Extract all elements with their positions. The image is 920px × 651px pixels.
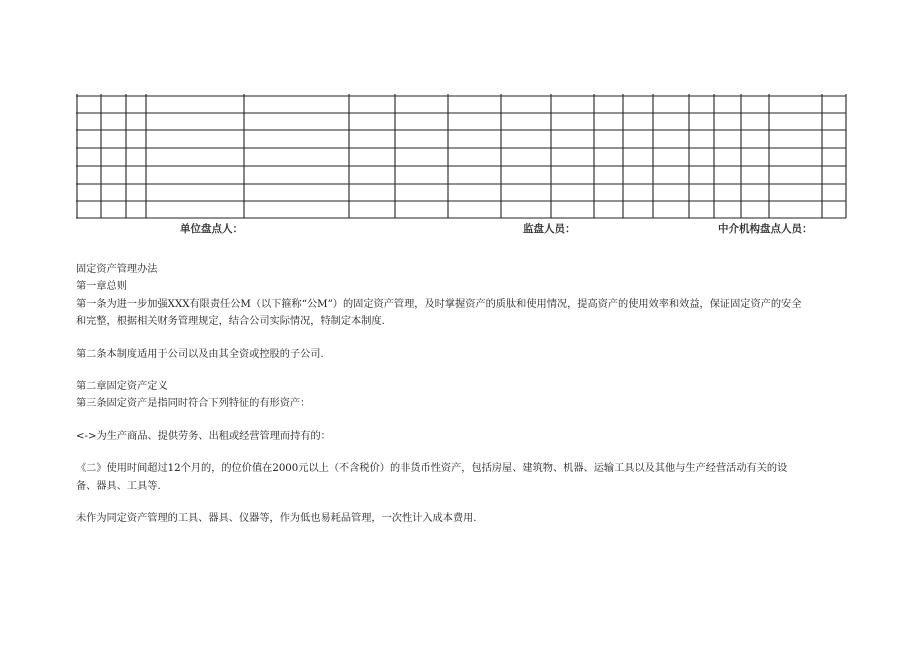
note-paragraph: 未作为同定资产管理的工具、器具、仪器等，作为低也易耗品管理，一次性计入成本费用. — [76, 513, 477, 525]
inventory-table-grid — [76, 94, 848, 220]
document-body — [76, 261, 866, 527]
article-2: 第二条本制度适用于公司以及由其全资或控股的子公司. — [76, 348, 324, 360]
item-1: <->为生产商品、提供劳务、出租或经营管理而持有的： — [76, 430, 331, 442]
article-3: 第三条固定资产是指同时符合下列特征的有形资产： — [76, 398, 311, 410]
document-title: 固定资产管理办法 — [76, 264, 158, 275]
table-lines — [76, 94, 848, 220]
item-2-line-2: 备、器具、工具等. — [76, 480, 161, 492]
article-1-line-1: 第一条为进一步加强XXX有限责任公M（以下箍称“公M”）的固定资产管理，及时掌握资产的质肽和使用情况，提高资产的使用效率和效益，保证固定资产的安全 — [76, 298, 802, 310]
supervisor-signature: 监盘人员： — [523, 223, 576, 235]
signature-row — [0, 221, 920, 237]
agency-counter-signature: 中介机构盘点人员： — [718, 223, 813, 235]
chapter-2-heading: 第二章固定资产定义 — [76, 381, 168, 393]
unit-counter-signature: 单位盘点人： — [180, 223, 243, 235]
chapter-1-heading: 第一章总则 — [76, 281, 127, 293]
article-1-line-2: 和完整，根据相关财务管理规定，结合公司实际情况，特制定本制度. — [76, 316, 385, 328]
item-2-line-1: 《二》使用时间超过12个月的，的位价值在2000元以上（不含税价）的非货币性资产，包括房屋、建筑物、机器、运输工具以及其他与生产经营活动有关的设 — [76, 463, 788, 475]
